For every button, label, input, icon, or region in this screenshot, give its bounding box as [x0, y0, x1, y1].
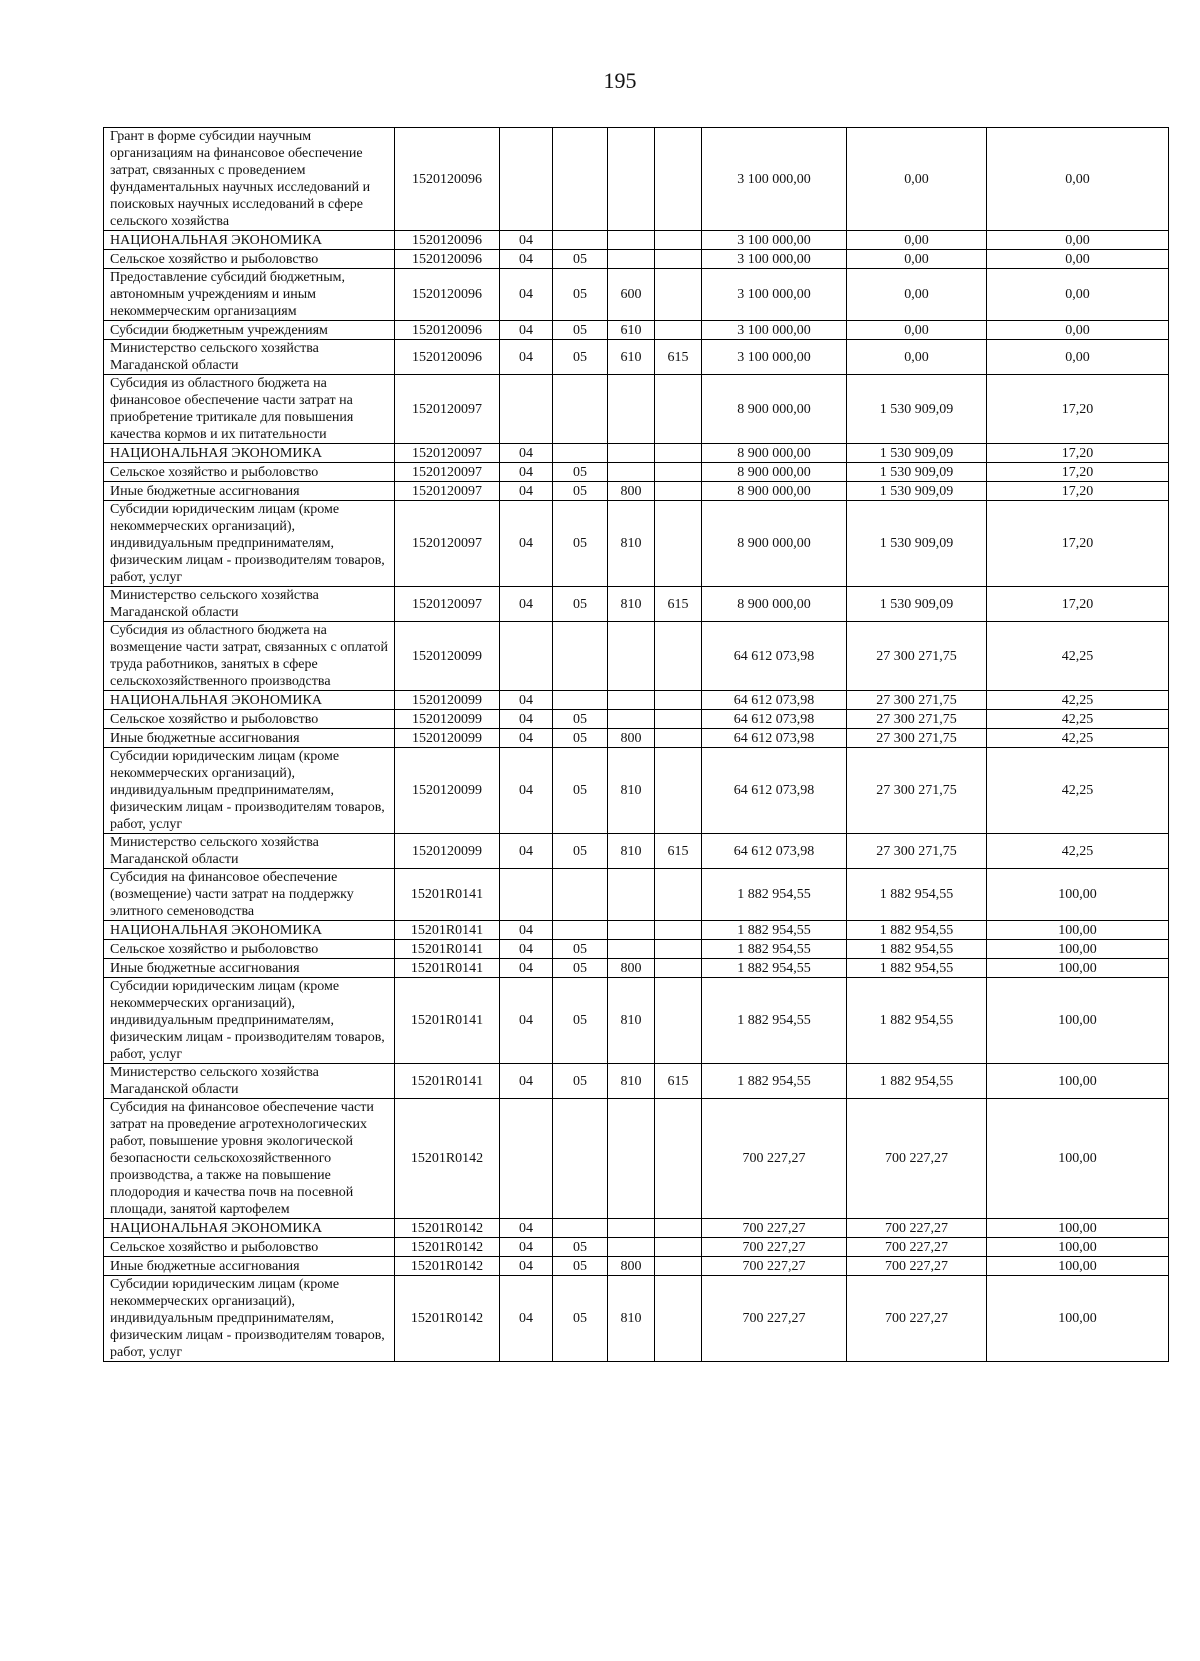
- cell-executed: 0,00: [847, 269, 987, 321]
- cell-plan: 64 612 073,98: [702, 710, 847, 729]
- cell-percent: 42,25: [987, 710, 1169, 729]
- cell-subsection: 05: [553, 1257, 608, 1276]
- cell-percent: 0,00: [987, 250, 1169, 269]
- cell-section: 04: [500, 921, 553, 940]
- table-row: [104, 921, 1169, 940]
- cell-ministry-code: [655, 869, 702, 921]
- cell-name: Субсидии юридическим лицам (кроме некоммерческих организаций), индивидуальным предпринимателям, физическим лицам - производителям товаров, работ, услуг: [104, 1276, 395, 1362]
- cell-target-code: 1520120097: [395, 501, 500, 587]
- cell-section: 04: [500, 1219, 553, 1238]
- cell-section: 04: [500, 501, 553, 587]
- cell-subsection: [553, 622, 608, 691]
- cell-subsection: 05: [553, 1276, 608, 1362]
- cell-subsection: [553, 921, 608, 940]
- cell-subsection: 05: [553, 834, 608, 869]
- cell-plan: 1 882 954,55: [702, 940, 847, 959]
- cell-ministry-code: 615: [655, 1064, 702, 1099]
- cell-name: Сельское хозяйство и рыболовство: [104, 250, 395, 269]
- cell-ministry-code: [655, 269, 702, 321]
- table-row: [104, 1238, 1169, 1257]
- cell-expense-type: [608, 869, 655, 921]
- table-row: [104, 375, 1169, 444]
- cell-expense-type: 810: [608, 1276, 655, 1362]
- cell-name: НАЦИОНАЛЬНАЯ ЭКОНОМИКА: [104, 921, 395, 940]
- cell-executed: 27 300 271,75: [847, 691, 987, 710]
- cell-subsection: 05: [553, 959, 608, 978]
- cell-target-code: 15201R0142: [395, 1099, 500, 1219]
- cell-ministry-code: [655, 622, 702, 691]
- table-row: [104, 587, 1169, 622]
- table-row: [104, 959, 1169, 978]
- cell-percent: 17,20: [987, 587, 1169, 622]
- cell-executed: 27 300 271,75: [847, 834, 987, 869]
- table-row: [104, 978, 1169, 1064]
- cell-section: 04: [500, 691, 553, 710]
- cell-subsection: 05: [553, 269, 608, 321]
- cell-executed: 1 530 909,09: [847, 463, 987, 482]
- table-row: [104, 269, 1169, 321]
- cell-expense-type: [608, 250, 655, 269]
- cell-target-code: 1520120096: [395, 269, 500, 321]
- cell-plan: 8 900 000,00: [702, 501, 847, 587]
- cell-section: 04: [500, 482, 553, 501]
- cell-executed: 1 882 954,55: [847, 869, 987, 921]
- cell-plan: 3 100 000,00: [702, 231, 847, 250]
- cell-subsection: 05: [553, 587, 608, 622]
- cell-target-code: 15201R0142: [395, 1219, 500, 1238]
- cell-plan: 64 612 073,98: [702, 748, 847, 834]
- cell-subsection: [553, 231, 608, 250]
- cell-expense-type: [608, 128, 655, 231]
- cell-name: Субсидия на финансовое обеспечение части затрат на проведение агротехнологических работ, повышение уровня экологической безопасности сельскохозяйственного производства, а также на повышение плодородия и качества почв на посевной площади, занятой картофелем: [104, 1099, 395, 1219]
- cell-name: НАЦИОНАЛЬНАЯ ЭКОНОМИКА: [104, 691, 395, 710]
- cell-name: Министерство сельского хозяйства Магаданской области: [104, 834, 395, 869]
- table-row: [104, 834, 1169, 869]
- cell-plan: 700 227,27: [702, 1238, 847, 1257]
- cell-ministry-code: [655, 710, 702, 729]
- cell-executed: 700 227,27: [847, 1219, 987, 1238]
- cell-subsection: 05: [553, 340, 608, 375]
- cell-expense-type: [608, 940, 655, 959]
- cell-target-code: 1520120097: [395, 463, 500, 482]
- cell-ministry-code: [655, 463, 702, 482]
- cell-expense-type: [608, 1099, 655, 1219]
- cell-subsection: 05: [553, 1238, 608, 1257]
- cell-percent: 100,00: [987, 1099, 1169, 1219]
- cell-target-code: 15201R0141: [395, 1064, 500, 1099]
- cell-target-code: 1520120099: [395, 834, 500, 869]
- cell-section: 04: [500, 978, 553, 1064]
- cell-name: НАЦИОНАЛЬНАЯ ЭКОНОМИКА: [104, 1219, 395, 1238]
- cell-executed: 700 227,27: [847, 1257, 987, 1276]
- cell-percent: 42,25: [987, 834, 1169, 869]
- cell-ministry-code: [655, 1219, 702, 1238]
- cell-executed: 1 530 909,09: [847, 482, 987, 501]
- cell-percent: 17,20: [987, 375, 1169, 444]
- cell-ministry-code: 615: [655, 587, 702, 622]
- cell-target-code: 1520120096: [395, 128, 500, 231]
- cell-executed: 1 882 954,55: [847, 921, 987, 940]
- table-row: [104, 128, 1169, 231]
- table-row: [104, 940, 1169, 959]
- cell-executed: 700 227,27: [847, 1238, 987, 1257]
- cell-plan: 1 882 954,55: [702, 869, 847, 921]
- cell-executed: 0,00: [847, 321, 987, 340]
- cell-target-code: 1520120097: [395, 444, 500, 463]
- cell-name: Иные бюджетные ассигнования: [104, 959, 395, 978]
- cell-plan: 3 100 000,00: [702, 269, 847, 321]
- cell-plan: 700 227,27: [702, 1219, 847, 1238]
- cell-executed: 0,00: [847, 340, 987, 375]
- cell-section: 04: [500, 710, 553, 729]
- cell-expense-type: 800: [608, 482, 655, 501]
- cell-expense-type: 600: [608, 269, 655, 321]
- cell-ministry-code: 615: [655, 340, 702, 375]
- cell-expense-type: 810: [608, 834, 655, 869]
- cell-percent: 100,00: [987, 1257, 1169, 1276]
- cell-expense-type: 610: [608, 340, 655, 375]
- cell-ministry-code: [655, 482, 702, 501]
- table-row: [104, 463, 1169, 482]
- table-row: [104, 501, 1169, 587]
- cell-expense-type: 810: [608, 587, 655, 622]
- cell-section: 04: [500, 587, 553, 622]
- cell-executed: 700 227,27: [847, 1099, 987, 1219]
- table-row: [104, 340, 1169, 375]
- cell-ministry-code: [655, 940, 702, 959]
- cell-plan: 64 612 073,98: [702, 834, 847, 869]
- cell-target-code: 15201R0141: [395, 921, 500, 940]
- cell-plan: 3 100 000,00: [702, 340, 847, 375]
- table-row: [104, 250, 1169, 269]
- cell-ministry-code: [655, 729, 702, 748]
- cell-percent: 17,20: [987, 501, 1169, 587]
- cell-target-code: 1520120099: [395, 622, 500, 691]
- cell-plan: 700 227,27: [702, 1257, 847, 1276]
- table-row: [104, 869, 1169, 921]
- cell-ministry-code: [655, 921, 702, 940]
- cell-plan: 8 900 000,00: [702, 444, 847, 463]
- cell-ministry-code: [655, 1257, 702, 1276]
- cell-plan: 8 900 000,00: [702, 463, 847, 482]
- cell-section: 04: [500, 1276, 553, 1362]
- cell-expense-type: [608, 463, 655, 482]
- cell-name: Сельское хозяйство и рыболовство: [104, 710, 395, 729]
- cell-target-code: 15201R0142: [395, 1257, 500, 1276]
- cell-section: [500, 869, 553, 921]
- cell-section: 04: [500, 1257, 553, 1276]
- cell-percent: 100,00: [987, 1219, 1169, 1238]
- cell-subsection: [553, 375, 608, 444]
- cell-name: Грант в форме субсидии научным организациям на финансовое обеспечение затрат, связанных с проведением фундаментальных научных исследований и поисковых научных исследований в сфере сельского хозяйства: [104, 128, 395, 231]
- cell-percent: 100,00: [987, 1064, 1169, 1099]
- cell-ministry-code: [655, 978, 702, 1064]
- cell-percent: 100,00: [987, 978, 1169, 1064]
- cell-section: 04: [500, 1238, 553, 1257]
- cell-percent: 100,00: [987, 921, 1169, 940]
- cell-target-code: 15201R0141: [395, 978, 500, 1064]
- cell-ministry-code: [655, 250, 702, 269]
- budget-table: [103, 127, 1169, 1362]
- cell-executed: 1 530 909,09: [847, 375, 987, 444]
- cell-executed: 27 300 271,75: [847, 710, 987, 729]
- cell-target-code: 1520120099: [395, 748, 500, 834]
- cell-ministry-code: [655, 1099, 702, 1219]
- cell-plan: 8 900 000,00: [702, 587, 847, 622]
- cell-name: Субсидия из областного бюджета на финансовое обеспечение части затрат на приобретение тритикале для повышения качества кормов и их питательности: [104, 375, 395, 444]
- cell-name: Сельское хозяйство и рыболовство: [104, 1238, 395, 1257]
- cell-section: 04: [500, 748, 553, 834]
- cell-percent: 42,25: [987, 691, 1169, 710]
- cell-expense-type: [608, 691, 655, 710]
- cell-percent: 100,00: [987, 940, 1169, 959]
- cell-percent: 100,00: [987, 1276, 1169, 1362]
- cell-section: 04: [500, 269, 553, 321]
- cell-target-code: 15201R0141: [395, 959, 500, 978]
- cell-section: 04: [500, 321, 553, 340]
- cell-target-code: 15201R0141: [395, 869, 500, 921]
- cell-expense-type: 810: [608, 978, 655, 1064]
- cell-executed: 1 882 954,55: [847, 959, 987, 978]
- cell-plan: 1 882 954,55: [702, 1064, 847, 1099]
- cell-subsection: 05: [553, 321, 608, 340]
- cell-executed: 700 227,27: [847, 1276, 987, 1362]
- cell-ministry-code: [655, 748, 702, 834]
- cell-percent: 42,25: [987, 622, 1169, 691]
- cell-ministry-code: [655, 501, 702, 587]
- table-row: [104, 729, 1169, 748]
- cell-subsection: [553, 128, 608, 231]
- cell-percent: 17,20: [987, 482, 1169, 501]
- cell-plan: 700 227,27: [702, 1276, 847, 1362]
- cell-expense-type: 610: [608, 321, 655, 340]
- table-row: [104, 748, 1169, 834]
- cell-percent: 42,25: [987, 729, 1169, 748]
- cell-section: 04: [500, 959, 553, 978]
- cell-subsection: 05: [553, 978, 608, 1064]
- table-row: [104, 710, 1169, 729]
- cell-executed: 1 882 954,55: [847, 1064, 987, 1099]
- cell-subsection: [553, 691, 608, 710]
- cell-executed: 1 530 909,09: [847, 501, 987, 587]
- cell-ministry-code: [655, 444, 702, 463]
- cell-target-code: 1520120097: [395, 587, 500, 622]
- cell-plan: 1 882 954,55: [702, 921, 847, 940]
- cell-target-code: 1520120097: [395, 375, 500, 444]
- cell-subsection: [553, 869, 608, 921]
- cell-target-code: 1520120096: [395, 250, 500, 269]
- cell-percent: 0,00: [987, 340, 1169, 375]
- cell-name: Субсидии юридическим лицам (кроме некоммерческих организаций), индивидуальным предпринимателям, физическим лицам - производителям товаров, работ, услуг: [104, 501, 395, 587]
- cell-ministry-code: [655, 321, 702, 340]
- cell-plan: 64 612 073,98: [702, 691, 847, 710]
- cell-expense-type: [608, 622, 655, 691]
- cell-section: [500, 1099, 553, 1219]
- cell-subsection: 05: [553, 1064, 608, 1099]
- cell-ministry-code: [655, 1238, 702, 1257]
- cell-ministry-code: [655, 128, 702, 231]
- cell-section: 04: [500, 463, 553, 482]
- cell-subsection: [553, 444, 608, 463]
- cell-target-code: 1520120099: [395, 691, 500, 710]
- cell-name: Субсидии юридическим лицам (кроме некоммерческих организаций), индивидуальным предпринимателям, физическим лицам - производителям товаров, работ, услуг: [104, 748, 395, 834]
- cell-plan: 3 100 000,00: [702, 321, 847, 340]
- cell-ministry-code: [655, 375, 702, 444]
- cell-name: Субсидии юридическим лицам (кроме некоммерческих организаций), индивидуальным предпринимателям, физическим лицам - производителям товаров, работ, услуг: [104, 978, 395, 1064]
- table-row: [104, 691, 1169, 710]
- cell-plan: 1 882 954,55: [702, 959, 847, 978]
- cell-section: 04: [500, 834, 553, 869]
- cell-plan: 3 100 000,00: [702, 250, 847, 269]
- cell-subsection: 05: [553, 250, 608, 269]
- cell-section: [500, 128, 553, 231]
- cell-section: 04: [500, 940, 553, 959]
- cell-percent: 17,20: [987, 463, 1169, 482]
- cell-section: 04: [500, 250, 553, 269]
- cell-percent: 42,25: [987, 748, 1169, 834]
- cell-subsection: [553, 1219, 608, 1238]
- cell-expense-type: [608, 1219, 655, 1238]
- cell-expense-type: [608, 1238, 655, 1257]
- cell-percent: 17,20: [987, 444, 1169, 463]
- cell-name: Иные бюджетные ассигнования: [104, 729, 395, 748]
- cell-percent: 100,00: [987, 869, 1169, 921]
- cell-section: 04: [500, 1064, 553, 1099]
- cell-expense-type: 810: [608, 748, 655, 834]
- cell-subsection: 05: [553, 501, 608, 587]
- cell-section: 04: [500, 340, 553, 375]
- cell-executed: 1 530 909,09: [847, 587, 987, 622]
- cell-target-code: 15201R0142: [395, 1276, 500, 1362]
- cell-percent: 0,00: [987, 128, 1169, 231]
- cell-subsection: [553, 1099, 608, 1219]
- cell-executed: 1 882 954,55: [847, 940, 987, 959]
- cell-ministry-code: [655, 1276, 702, 1362]
- cell-executed: 27 300 271,75: [847, 729, 987, 748]
- cell-percent: 0,00: [987, 269, 1169, 321]
- cell-plan: 64 612 073,98: [702, 729, 847, 748]
- cell-expense-type: 810: [608, 501, 655, 587]
- cell-subsection: 05: [553, 729, 608, 748]
- cell-expense-type: [608, 921, 655, 940]
- cell-executed: 0,00: [847, 250, 987, 269]
- cell-expense-type: [608, 710, 655, 729]
- cell-expense-type: 800: [608, 1257, 655, 1276]
- cell-ministry-code: [655, 231, 702, 250]
- cell-target-code: 15201R0142: [395, 1238, 500, 1257]
- page-number: 195: [603, 68, 637, 93]
- cell-name: Субсидия из областного бюджета на возмещение части затрат, связанных с оплатой труда работников, занятых в сфере сельскохозяйственного производства: [104, 622, 395, 691]
- cell-executed: 1 882 954,55: [847, 978, 987, 1064]
- cell-plan: 8 900 000,00: [702, 375, 847, 444]
- cell-plan: 3 100 000,00: [702, 128, 847, 231]
- table-row: [104, 482, 1169, 501]
- cell-name: Сельское хозяйство и рыболовство: [104, 940, 395, 959]
- cell-plan: 8 900 000,00: [702, 482, 847, 501]
- cell-name: Иные бюджетные ассигнования: [104, 482, 395, 501]
- cell-name: Иные бюджетные ассигнования: [104, 1257, 395, 1276]
- cell-ministry-code: [655, 959, 702, 978]
- cell-target-code: 1520120099: [395, 729, 500, 748]
- table-row: [104, 444, 1169, 463]
- cell-target-code: 1520120096: [395, 340, 500, 375]
- cell-plan: 64 612 073,98: [702, 622, 847, 691]
- table-row: [104, 1099, 1169, 1219]
- cell-executed: 27 300 271,75: [847, 748, 987, 834]
- table-row: [104, 1257, 1169, 1276]
- cell-target-code: 15201R0141: [395, 940, 500, 959]
- cell-percent: 0,00: [987, 321, 1169, 340]
- cell-percent: 0,00: [987, 231, 1169, 250]
- cell-subsection: 05: [553, 940, 608, 959]
- cell-plan: 700 227,27: [702, 1099, 847, 1219]
- cell-target-code: 1520120099: [395, 710, 500, 729]
- cell-expense-type: [608, 444, 655, 463]
- cell-subsection: 05: [553, 463, 608, 482]
- cell-section: [500, 622, 553, 691]
- cell-name: Министерство сельского хозяйства Магаданской области: [104, 1064, 395, 1099]
- cell-subsection: 05: [553, 710, 608, 729]
- cell-name: Субсидия на финансовое обеспечение (возмещение) части затрат на поддержку элитного семеноводства: [104, 869, 395, 921]
- cell-expense-type: [608, 375, 655, 444]
- cell-name: Предоставление субсидий бюджетным, автономным учреждениям и иным некоммерческим организациям: [104, 269, 395, 321]
- cell-ministry-code: 615: [655, 834, 702, 869]
- table-row: [104, 1276, 1169, 1362]
- cell-subsection: 05: [553, 748, 608, 834]
- cell-executed: 27 300 271,75: [847, 622, 987, 691]
- cell-target-code: 1520120096: [395, 321, 500, 340]
- cell-section: 04: [500, 444, 553, 463]
- cell-executed: 0,00: [847, 128, 987, 231]
- cell-name: Субсидии бюджетным учреждениям: [104, 321, 395, 340]
- cell-name: НАЦИОНАЛЬНАЯ ЭКОНОМИКА: [104, 444, 395, 463]
- cell-name: Министерство сельского хозяйства Магаданской области: [104, 340, 395, 375]
- cell-expense-type: 800: [608, 729, 655, 748]
- cell-name: НАЦИОНАЛЬНАЯ ЭКОНОМИКА: [104, 231, 395, 250]
- table-row: [104, 321, 1169, 340]
- cell-expense-type: 800: [608, 959, 655, 978]
- cell-plan: 1 882 954,55: [702, 978, 847, 1064]
- cell-percent: 100,00: [987, 1238, 1169, 1257]
- table-row: [104, 622, 1169, 691]
- cell-name: Сельское хозяйство и рыболовство: [104, 463, 395, 482]
- cell-executed: 1 530 909,09: [847, 444, 987, 463]
- cell-target-code: 1520120096: [395, 231, 500, 250]
- table-row: [104, 1064, 1169, 1099]
- cell-section: 04: [500, 231, 553, 250]
- cell-subsection: 05: [553, 482, 608, 501]
- cell-expense-type: 810: [608, 1064, 655, 1099]
- cell-expense-type: [608, 231, 655, 250]
- cell-name: Министерство сельского хозяйства Магаданской области: [104, 587, 395, 622]
- cell-executed: 0,00: [847, 231, 987, 250]
- table-row: [104, 1219, 1169, 1238]
- cell-section: [500, 375, 553, 444]
- cell-ministry-code: [655, 691, 702, 710]
- table-row: [104, 231, 1169, 250]
- cell-percent: 100,00: [987, 959, 1169, 978]
- cell-target-code: 1520120097: [395, 482, 500, 501]
- cell-section: 04: [500, 729, 553, 748]
